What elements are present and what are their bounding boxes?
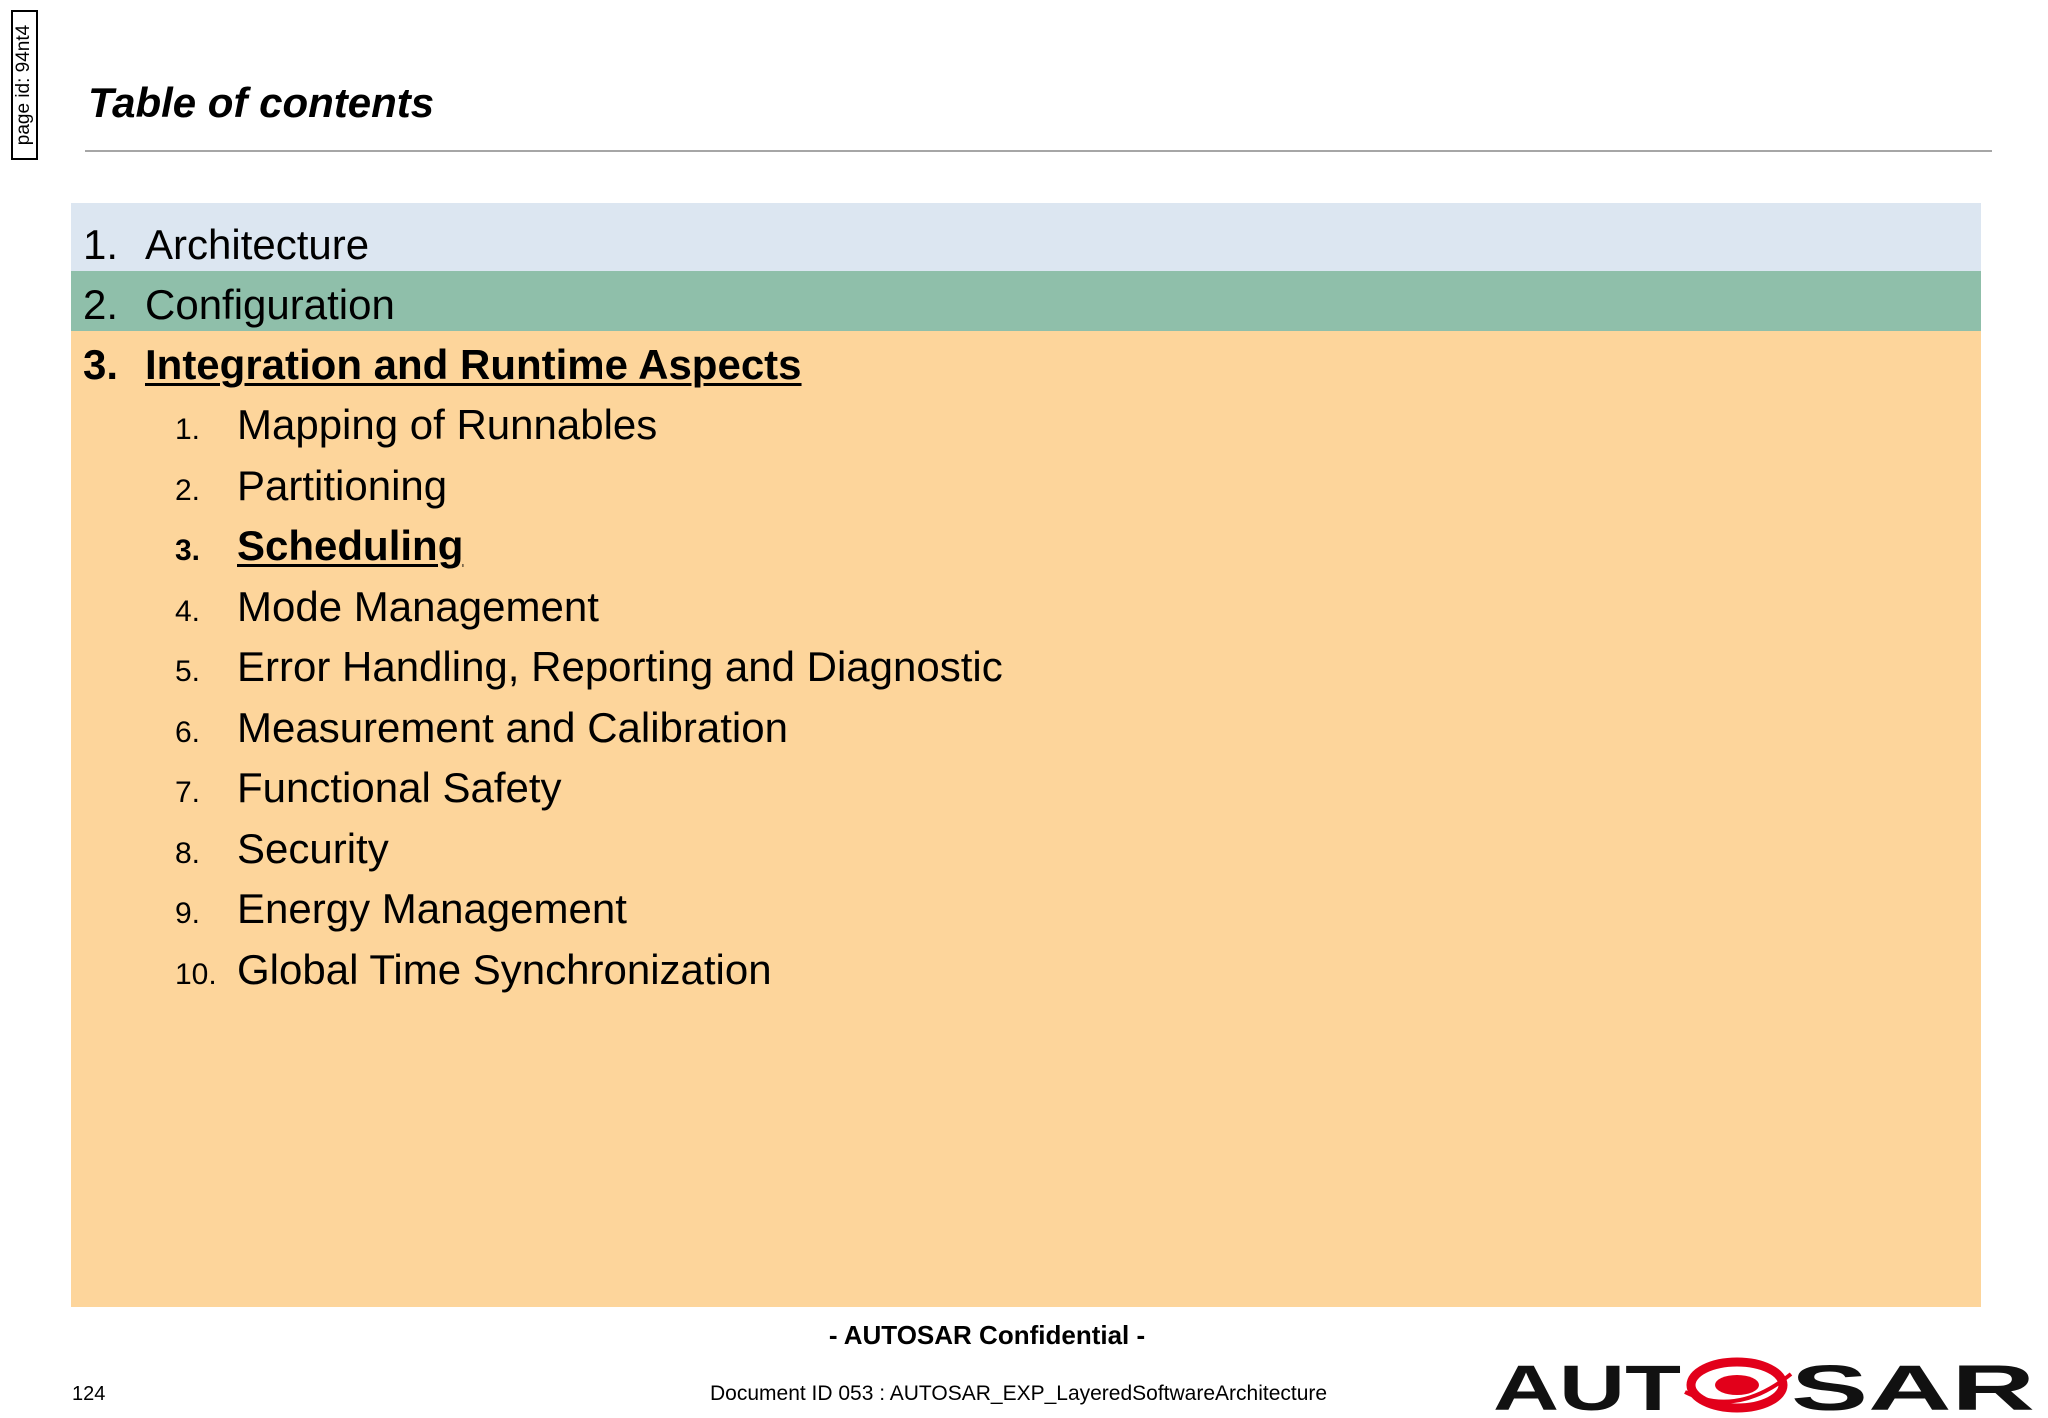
toc-subitem-error-handling[interactable] xyxy=(175,643,1003,690)
toc-item-configuration[interactable] xyxy=(83,281,395,328)
toc-subitem-energy-management[interactable] xyxy=(175,885,627,932)
toc-subitem-mapping-of-runnables[interactable] xyxy=(175,401,658,448)
toc-subitem-security[interactable] xyxy=(175,825,389,872)
toc-subitem-mode-management[interactable] xyxy=(175,583,599,630)
toc-subitem-number: 9. xyxy=(175,897,201,930)
toc-subitem-label: Mapping of Runnables xyxy=(237,401,658,448)
toc-subitem-number: 1. xyxy=(175,413,201,446)
toc-subitem-global-time-sync[interactable] xyxy=(175,946,772,993)
svg-text:AUT: AUT xyxy=(1493,1352,1681,1414)
toc-item-number: 2. xyxy=(83,281,119,328)
toc-item-number: 1. xyxy=(83,221,119,268)
toc-subitem-label: Scheduling xyxy=(237,522,464,569)
page-number: 124 xyxy=(72,1383,106,1405)
page-id-box xyxy=(11,10,38,160)
toc-subitem-number: 4. xyxy=(175,595,201,628)
toc-subitem-label: Energy Management xyxy=(237,885,627,932)
toc-item-label: Configuration xyxy=(145,281,395,328)
toc-subitem-label: Partitioning xyxy=(237,462,448,509)
autosar-logo xyxy=(1493,1352,2041,1414)
toc-item-label: Integration and Runtime Aspects xyxy=(145,341,802,388)
autosar-logo-o-icon xyxy=(1685,1362,1791,1408)
toc-subitem-functional-safety[interactable] xyxy=(175,764,562,811)
toc-subitem-number: 10. xyxy=(175,958,217,991)
toc-subitem-number: 2. xyxy=(175,474,201,507)
toc-subitem-number: 8. xyxy=(175,837,201,870)
confidential-notice: - AUTOSAR Confidential - xyxy=(828,1320,1146,1350)
toc-subitem-number: 7. xyxy=(175,776,201,809)
toc-subitem-number: 3. xyxy=(175,534,201,567)
toc-subitem-label: Functional Safety xyxy=(237,764,562,811)
toc-subitem-partitioning[interactable] xyxy=(175,462,448,509)
document-id: Document ID 053 : AUTOSAR_EXP_LayeredSoftwareArchitecture xyxy=(710,1382,1328,1405)
toc-subitem-scheduling[interactable] xyxy=(175,522,464,569)
toc-subitem-label: Error Handling, Reporting and Diagnostic xyxy=(237,643,1003,690)
toc-item-number: 3. xyxy=(83,341,119,388)
toc-subitem-label: Global Time Synchronization xyxy=(237,946,772,993)
toc-item-label: Architecture xyxy=(145,221,370,268)
title-divider xyxy=(85,150,1992,152)
svg-text:SAR: SAR xyxy=(1791,1352,2035,1414)
page-id-label: page id: 94nt4 xyxy=(13,24,35,146)
toc-subitem-label: Mode Management xyxy=(237,583,599,630)
toc-item-integration-runtime[interactable] xyxy=(83,341,802,388)
toc-subitem-label: Measurement and Calibration xyxy=(237,704,788,751)
toc-item-architecture[interactable] xyxy=(83,221,370,268)
toc-subitem-number: 6. xyxy=(175,716,201,749)
page-title: Table of contents xyxy=(88,79,435,126)
toc-subitem-number: 5. xyxy=(175,655,201,688)
toc-subitem-measurement-calibration[interactable] xyxy=(175,704,788,751)
toc-subitem-label: Security xyxy=(237,825,389,872)
